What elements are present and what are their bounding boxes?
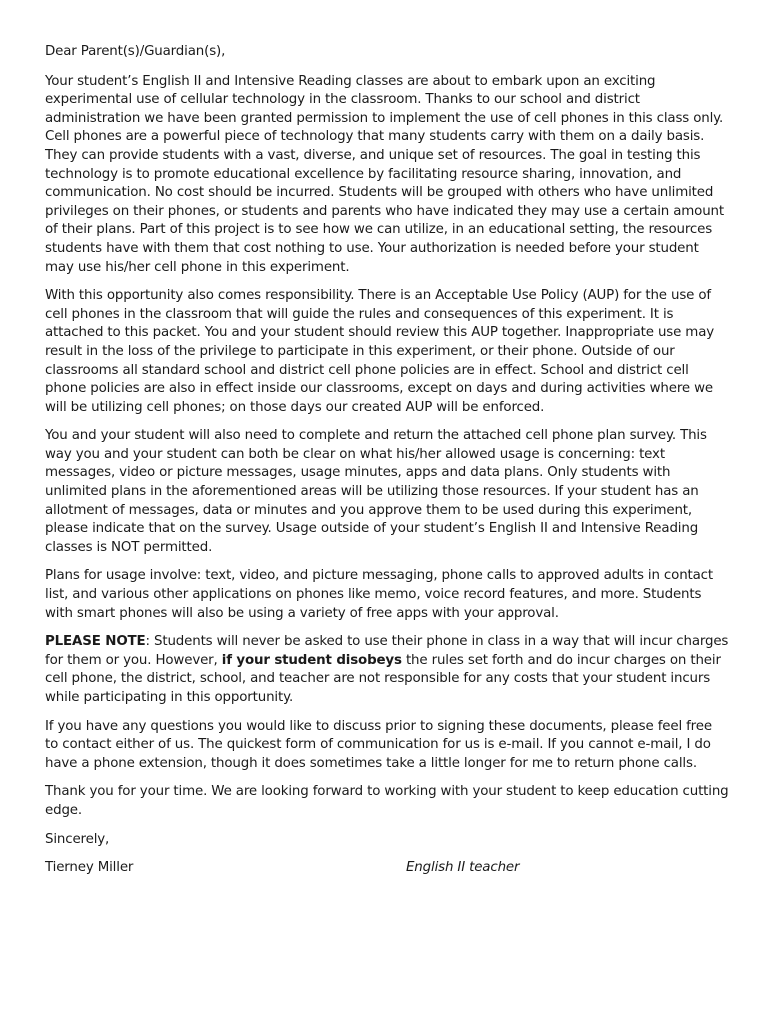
paragraph-contact: If you have any questions you would like to discuss prior to signing these documents, please feel free to contact either of us. The quickest form of communication for us is e-mail. If you cannot e-mail, I do have a phone extension, though it does sometimes take a little longer for me to return phone calls. (45, 718, 712, 771)
please-note-text-b: the rules set forth and do incur charges on their cell phone, the district, school, and teacher are not responsible for any costs that your student incurs while participating in this opportunity. (45, 652, 721, 705)
paragraph-survey: You and your student will also need to complete and return the attached cell phone plan survey. This way you and your student can both be clear on what his/her allowed usage is concerning: text messages, video or picture messages, usage minutes, apps and data plans. Only students with unlimited plans in the aforementioned areas will be utilizing those resources. If your student has an allotment of messages, data or minutes and you approve them to be used during this experiment, please indicate that on the survey. Usage outside of your student’s English II and Intensive Reading classes is NOT permitted. (45, 428, 707, 555)
paragraph-responsibility: With this opportunity also comes responsibility. There is an Acceptable Use Policy (AUP) for the use of cell phones in the classroom that will guide the rules and consequences of this experiment. It is attached to this packet. You and your student should review this AUP together. Inappropriate use may result in the loss of the privilege to participate in this experiment, or their phone. Outside of our classrooms all standard school and district cell phone policies are in effect. School and district cell phone policies are also in effect inside our classrooms, except on days and during activities where we will be utilizing cell phones; on those days our created AUP will be enforced. (45, 288, 715, 415)
paragraph-introduction: Your student’s English II and Intensive Reading classes are about to embark upon an exciting experimental use of cellular technology in the classroom. Thanks to our school and district administration we have been granted permission to implement the use of cell phones in this class only. Cell phones are a powerful piece of technology that many students carry with them on a daily basis. They can provide students with a vast, diverse, and unique set of resources. The goal in testing this technology is to promote educational excellence by facilitating resource sharing, innovation, and communication. No cost should be incurred. Students will be grouped with others who have unlimited privileges on their phones, or students and parents who have indicated they may use a certain amount of their plans. Part of this project is to see how we can utilize, in an educational setting, the resources students have with them that cost nothing to use. Your authorization is needed before your student may use his/her cell phone in this experiment. (45, 73, 724, 275)
paragraph-thanks: Thank you for your time. We are looking forward to working with your student to keep education cutting edge. (45, 784, 729, 818)
please-note-text-a: : Students will never be asked to use their phone in class in a way that will incur charges for them or you. However, (45, 634, 729, 668)
greeting: Dear Parent(s)/Guardian(s), (45, 44, 226, 59)
closing: Sincerely, (45, 831, 110, 847)
signature-row (45, 859, 729, 878)
please-note-emphasis: if your student disobeys (221, 652, 402, 668)
signature-title: English II teacher (406, 860, 520, 876)
letter-page (45, 43, 729, 878)
please-note-label: PLEASE NOTE (45, 634, 146, 650)
paragraph-usage-plans: Plans for usage involve: text, video, and picture messaging, phone calls to approved adults in contact list, and various other applications on phones like memo, voice record features, and more. Students with smart phones will also be using a variety of free apps with your approval. (45, 568, 713, 621)
paragraph-please-note (45, 633, 729, 707)
signature-name: Tierney Miller (45, 860, 134, 876)
